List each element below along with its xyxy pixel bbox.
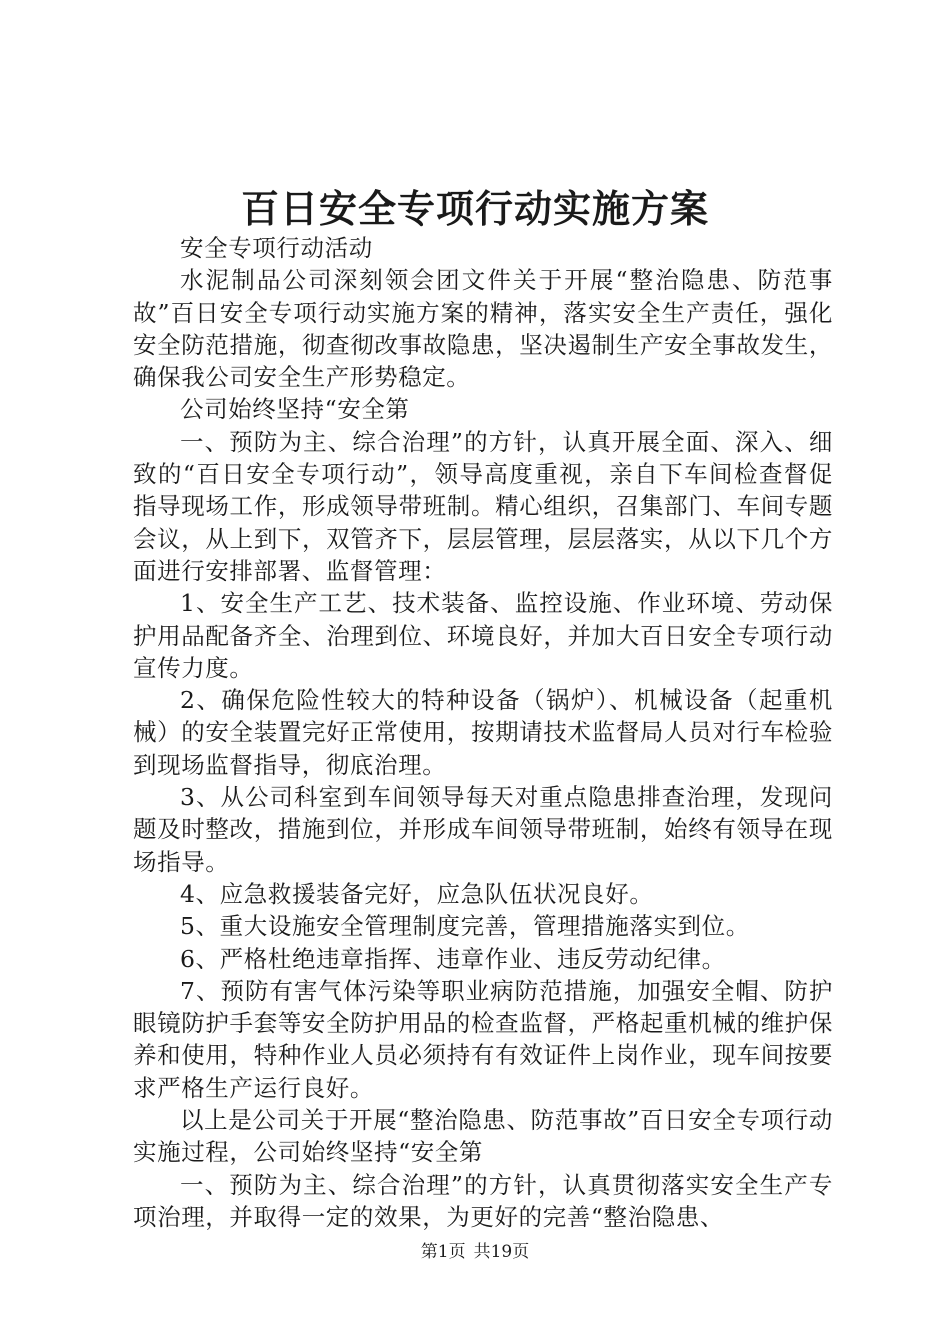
list-item: 6、严格杜绝违章指挥、违章作业、违反劳动纪律。 [180, 944, 726, 973]
list-item: 2、确保危险性较大的特种设备（锅炉）、机械设备（起重机械）的安全装置完好正常使用，按期请技术监督局人员对行车检验到现场监督指导，彻底治理。 [133, 686, 833, 779]
list-item: 3、从公司科室到车间领导每天对重点隐患排查治理，发现问题及时整改，措施到位，并形成车间领导带班制，始终有领导在现场指导。 [133, 783, 833, 876]
page-footer [0, 1240, 950, 1264]
list-item: 1、安全生产工艺、技术装备、监控设施、作业环境、劳动保护用品配备齐全、治理到位、环境良好，并加大百日安全专项行动宣传力度。 [133, 589, 833, 682]
list-item: 5、重大设施安全管理制度完善，管理措施落实到位。 [180, 912, 750, 941]
document-body [133, 232, 833, 1233]
paragraph: 一、预防为主、综合治理”的方针，认真贯彻落实安全生产专项治理，并取得一定的效果，为更好的完善“整治隐患、 [133, 1170, 833, 1231]
document-title: 百日安全专项行动实施方案 [240, 186, 709, 231]
paragraph: 安全专项行动活动 [180, 234, 373, 262]
paragraph: 一、预防为主、综合治理”的方针，认真开展全面、深入、细致的“百日安全专项行动”，领导高度重视，亲自下车间检查督促指导现场工作，形成领导带班制。精心组织，召集部门、车间专题会议，从上到下，双管齐下，层层管理，层层落实，从以下几个方面进行安排部署、监督管理： [133, 427, 833, 585]
list-item: 7、预防有害气体污染等职业病防范措施，加强安全帽、防护眼镜防护手套等安全防护用品的检查监督，严格起重机械的维护保养和使用，特种作业人员必须持有有效证件上岗作业，现车间按要求严格生产运行良好。 [133, 976, 833, 1102]
page-total: 共19页 [473, 1242, 530, 1262]
paragraph: 以上是公司关于开展“整治隐患、防范事故”百日安全专项行动实施过程，公司始终坚持“安全第 [133, 1106, 833, 1167]
paragraph: 水泥制品公司深刻领会团文件关于开展“整治隐患、防范事故”百日安全专项行动实施方案的精神，落实安全生产责任，强化安全防范措施，彻查彻改事故隐患，坚决遏制生产安全事故发生，确保我公司安全生产形势稳定。 [133, 266, 833, 392]
page-number: 第1页 [420, 1242, 466, 1262]
list-item: 4、应急救援装备完好，应急队伍状况良好。 [180, 879, 654, 908]
paragraph: 公司始终坚持“安全第 [180, 395, 410, 424]
